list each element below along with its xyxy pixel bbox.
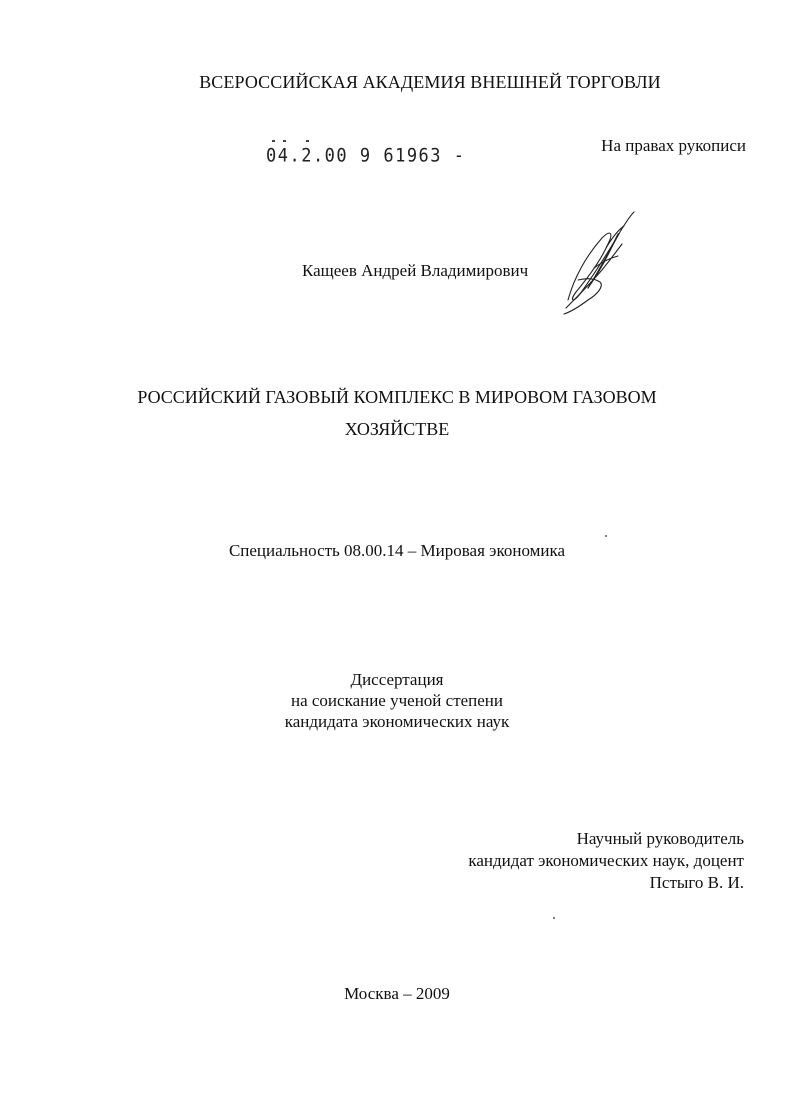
dissertation-line-3: кандидата экономических наук xyxy=(284,712,510,731)
title-line-2: ХОЗЯЙСТВЕ xyxy=(344,419,450,439)
rights-note: На правах рукописи xyxy=(601,136,746,155)
title-line-1: РОССИЙСКИЙ ГАЗОВЫЙ КОМПЛЕКС В МИРОВОМ ГАЗОВОМ xyxy=(137,387,657,407)
supervisor-block xyxy=(468,828,744,894)
scan-speck xyxy=(605,535,607,537)
specialty: Специальность 08.00.14 – Мировая экономика xyxy=(228,541,566,560)
supervisor-line-2: кандидат экономических наук, доцент xyxy=(468,851,744,870)
institution-name: ВСЕРОССИЙСКАЯ АКАДЕМИЯ ВНЕШНЕЙ ТОРГОВЛИ xyxy=(199,72,661,92)
supervisor-line-3: Пстыго В. И. xyxy=(649,873,744,892)
dissertation-description xyxy=(0,669,794,732)
author-name: Кащеев Андрей Владимирович xyxy=(302,261,529,280)
dissertation-title xyxy=(0,381,794,445)
stamp-marks-icon xyxy=(270,138,330,144)
city-year: Москва – 2009 xyxy=(344,984,450,1003)
handwritten-signature-icon xyxy=(558,208,640,316)
scan-speck xyxy=(553,917,555,919)
supervisor-line-1: Научный руководитель xyxy=(576,829,744,848)
dissertation-line-2: на соискание ученой степени xyxy=(290,691,504,710)
dissertation-line-1: Диссертация xyxy=(350,670,444,689)
registration-stamp: 04.2.00 9 61963 - xyxy=(266,144,466,168)
